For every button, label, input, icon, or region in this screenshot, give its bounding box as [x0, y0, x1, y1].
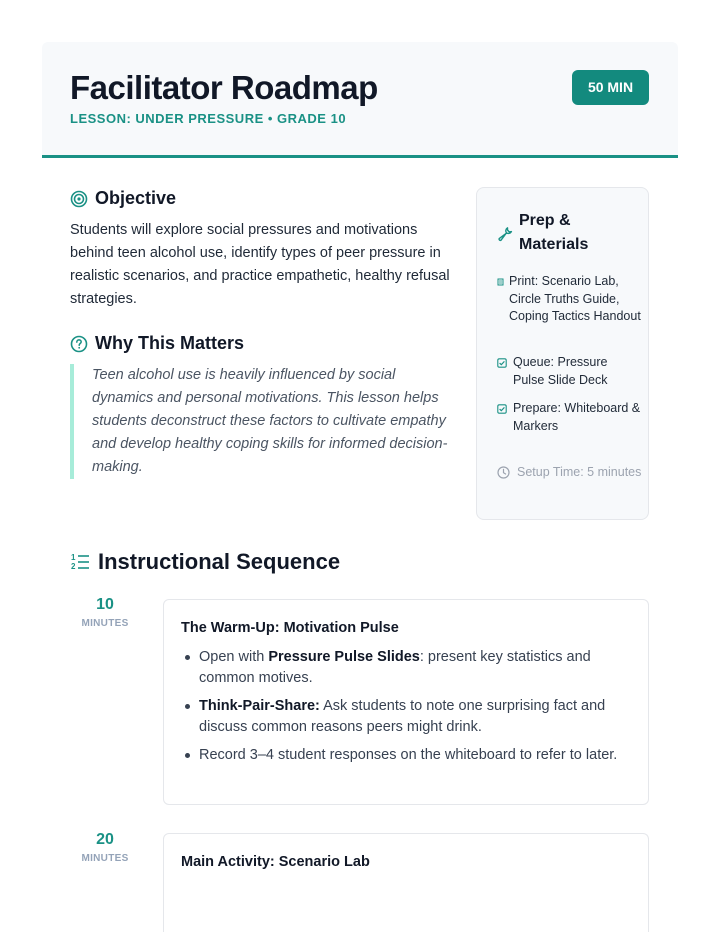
- why-heading: [70, 333, 244, 354]
- minutes-value: 10: [96, 596, 114, 613]
- step-minutes: [70, 831, 140, 864]
- prep-panel: [476, 187, 649, 520]
- clock-icon: [497, 464, 517, 485]
- why-title: Why This Matters: [95, 333, 245, 353]
- numbered-list-icon: [70, 552, 90, 572]
- minutes-value: 20: [96, 831, 114, 848]
- step-title: Main Activity: Scenario Lab: [181, 854, 370, 870]
- page-header: [42, 42, 678, 158]
- prep-item-text: Queue: Pressure Pulse Slide Deck: [513, 355, 608, 387]
- objective-heading: [70, 188, 176, 209]
- lesson-subtitle: LESSON: UNDER PRESSURE • GRADE 10: [70, 111, 347, 126]
- svg-text:2: 2: [71, 562, 76, 571]
- page-title: Facilitator Roadmap: [70, 69, 378, 106]
- prep-item: [497, 400, 642, 435]
- check-square-icon: [497, 354, 513, 389]
- objective-title: Objective: [95, 188, 177, 208]
- duration-badge: 50 MIN: [572, 70, 649, 105]
- minutes-label: MINUTES: [81, 853, 129, 864]
- objective-text: Students will explore social pressures and motivations behind teen alcohol use, identify types of peer pressure in realistic scenarios, and practice empathetic, healthy refusal strategies.: [70, 222, 450, 307]
- step-minutes: [70, 596, 140, 629]
- sequence-heading: [70, 549, 340, 575]
- setup-time-text: Setup Time: 5 minutes: [517, 465, 642, 479]
- step-card: [163, 599, 649, 805]
- prep-item: [497, 354, 642, 389]
- why-text: Teen alcohol use is heavily influenced by social dynamics and personal motivations. This lesson helps students deconstruct these factors to cultivate empathy and develop healthy coping skills for informed decision-making.: [92, 367, 448, 475]
- prep-item: [497, 273, 642, 326]
- list-item: Record 3–4 student responses on the whiteboard to refer to later.: [181, 745, 631, 766]
- setup-time: [497, 464, 642, 485]
- prep-title: Prep & Materials: [519, 212, 589, 253]
- check-square-icon: [497, 400, 513, 435]
- target-icon: [70, 190, 88, 208]
- sequence-title: Instructional Sequence: [98, 549, 341, 574]
- list-item: Open with Pressure Pulse Slides: present key statistics and common motives.: [181, 647, 631, 688]
- prep-item-text: Prepare: Whiteboard & Markers: [513, 401, 641, 433]
- why-quote: [70, 364, 450, 479]
- list-item: Think-Pair-Share: Ask students to note one surprising fact and discuss common reasons peers might drink.: [181, 696, 631, 737]
- prep-item-text: Print: Scenario Lab, Circle Truths Guide, Coping Tactics Handout: [509, 274, 641, 323]
- svg-text:1: 1: [71, 553, 76, 562]
- wrench-icon: [497, 226, 513, 242]
- step-title: The Warm-Up: Motivation Pulse: [181, 620, 399, 636]
- step-card: [163, 833, 649, 932]
- step-bullets: [181, 647, 631, 774]
- minutes-label: MINUTES: [81, 618, 129, 629]
- question-circle-icon: [70, 335, 88, 353]
